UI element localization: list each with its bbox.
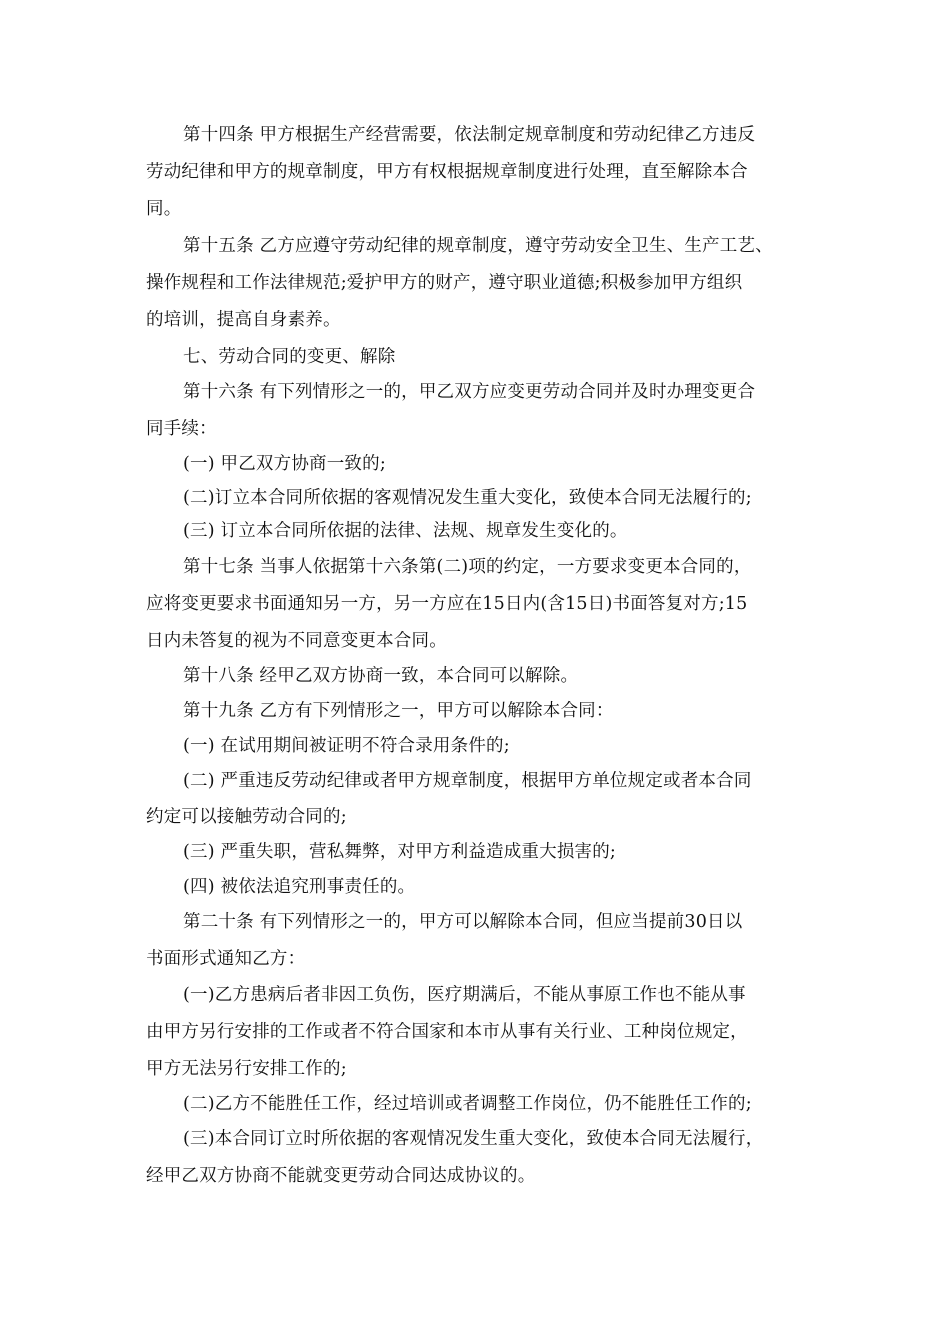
article-20-item-1-line-3: 甲方无法另行安排工作的; [146, 1059, 347, 1079]
article-14-line-3: 同。 [146, 199, 182, 219]
article-20-item-3-line-2: 经甲乙双方协商不能就变更劳动合同达成协议的。 [146, 1166, 536, 1186]
article-16-item-3: (三) 订立本合同所依据的法律、法规、规章发生变化的。 [183, 521, 628, 541]
article-15-line-1: 第十五条 乙方应遵守劳动纪律的规章制度，遵守劳动安全卫生、生产工艺、 [183, 236, 773, 256]
section-7-heading: 七、劳动合同的变更、解除 [183, 347, 396, 367]
article-20-item-1-line-2: 由甲方另行安排的工作或者不符合国家和本市从事有关行业、工种岗位规定， [146, 1022, 748, 1042]
article-16-item-1: (一) 甲乙双方协商一致的; [183, 454, 386, 474]
article-19-item-2-line-1: (二) 严重违反劳动纪律或者甲方规章制度，根据甲方单位规定或者本合同 [183, 771, 752, 791]
article-16-item-2: (二)订立本合同所依据的客观情况发生重大变化，致使本合同无法履行的; [183, 488, 752, 508]
article-19-line-1: 第十九条 乙方有下列情形之一，甲方可以解除本合同： [183, 701, 614, 721]
article-18-line-1: 第十八条 经甲乙双方协商一致，本合同可以解除。 [183, 666, 579, 686]
article-17-line-3: 日内未答复的视为不同意变更本合同。 [146, 631, 447, 651]
article-16-line-2: 同手续： [146, 419, 217, 439]
article-20-line-1: 第二十条 有下列情形之一的，甲方可以解除本合同，但应当提前30日以 [183, 912, 743, 932]
article-20-item-3-line-1: (三)本合同订立时所依据的客观情况发生重大变化，致使本合同无法履行， [183, 1129, 764, 1149]
article-20-item-2: (二)乙方不能胜任工作，经过培训或者调整工作岗位，仍不能胜任工作的; [183, 1094, 752, 1114]
article-17-line-2: 应将变更要求书面通知另一方，另一方应在15日内(含15日)书面答复对方;15 [146, 594, 748, 614]
article-14-line-1: 第十四条 甲方根据生产经营需要，依法制定规章制度和劳动纪律乙方违反 [183, 125, 756, 145]
article-19-item-1: (一) 在试用期间被证明不符合录用条件的; [183, 736, 510, 756]
article-14-line-2: 劳动纪律和甲方的规章制度，甲方有权根据规章制度进行处理，直至解除本合 [146, 162, 748, 182]
article-19-item-4: (四) 被依法追究刑事责任的。 [183, 877, 416, 897]
article-16-line-1: 第十六条 有下列情形之一的，甲乙双方应变更劳动合同并及时办理变更合 [183, 382, 756, 402]
article-19-item-3: (三) 严重失职，营私舞弊，对甲方利益造成重大损害的; [183, 842, 617, 862]
article-20-line-2: 书面形式通知乙方： [146, 949, 306, 969]
article-15-line-3: 的培训，提高自身素养。 [146, 310, 341, 330]
article-20-item-1-line-1: (一)乙方患病后者非因工负伤，医疗期满后，不能从事原工作也不能从事 [183, 985, 746, 1005]
article-17-line-1: 第十七条 当事人依据第十六条第(二)项的约定，一方要求变更本合同的， [183, 557, 752, 577]
article-19-item-2-line-2: 约定可以接触劳动合同的; [146, 807, 347, 827]
article-15-line-2: 操作规程和工作法律规范;爱护甲方的财产，遵守职业道德;积极参加甲方组织 [146, 273, 743, 293]
